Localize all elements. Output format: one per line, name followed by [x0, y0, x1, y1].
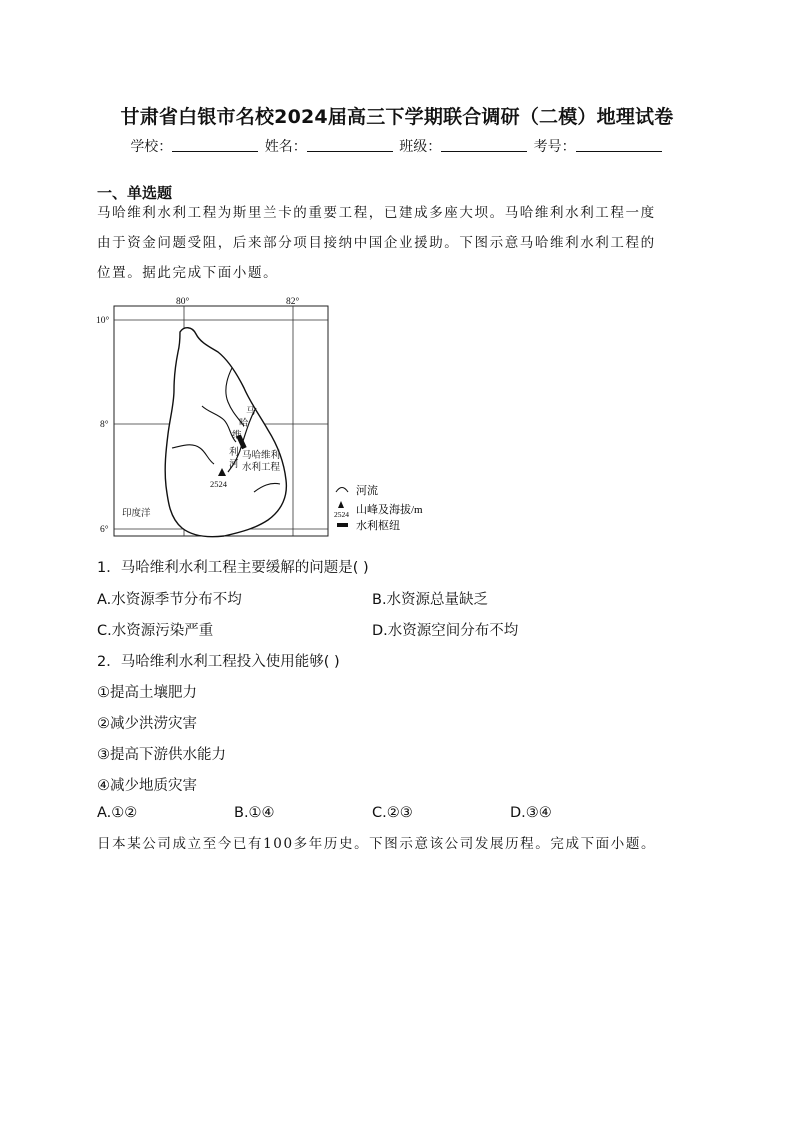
lat-label: 8°	[100, 420, 109, 430]
legend-river-icon	[336, 488, 348, 493]
question-2-item: ③提高下游供水能力	[97, 747, 226, 763]
project-label: 马哈维利	[242, 451, 281, 461]
section-heading: 一、单选题	[97, 184, 173, 202]
legend-peak: 山峰及海拔/m	[356, 504, 423, 516]
sri-lanka-map	[96, 296, 456, 546]
peak-elevation: 2524	[210, 479, 227, 489]
lat-label: 10°	[96, 316, 110, 326]
legend-peak-value: 2524	[334, 510, 349, 519]
question-2-option-c: C.②③	[372, 805, 413, 821]
question-2-option-d: D.③④	[510, 805, 552, 821]
passage-1-line: 马哈维利水利工程为斯里兰卡的重要工程，已建成多座大坝。马哈维利水利工程一度	[97, 205, 656, 221]
legend-dam-icon	[337, 523, 348, 527]
island-outline	[165, 328, 286, 537]
river-label-char: 马	[246, 407, 256, 417]
river-label-char: 维	[232, 431, 242, 441]
class-blank	[441, 139, 527, 152]
exam-number-label: 考号：	[533, 139, 576, 155]
page-title: 甘肃省白银市名校2024届高三下学期联合调研（二模）地理试卷	[120, 106, 674, 128]
question-1-option-c: C.水资源污染严重	[97, 623, 214, 639]
lon-label: 80°	[176, 297, 190, 307]
question-2-option-b: B.①④	[234, 805, 275, 821]
lon-label: 82°	[286, 297, 300, 307]
river-label-char: 利	[229, 448, 239, 458]
question-1-stem: 1．马哈维利水利工程主要缓解的问题是( )	[97, 560, 369, 576]
map-legend	[334, 483, 423, 532]
question-1-option-b: B.水资源总量缺乏	[372, 592, 489, 608]
question-2-item: ④减少地质灾害	[97, 778, 197, 794]
ocean-label: 印度洋	[122, 509, 151, 519]
passage-2	[97, 829, 697, 859]
passage-1-line: 位置。据此完成下面小题。	[97, 265, 279, 281]
river-label-char: 河	[229, 460, 239, 470]
passage-2-line: 日本某公司成立至今已有100多年历史。下图示意该公司发展历程。完成下面小题。	[97, 836, 657, 852]
exam-number-blank	[576, 139, 662, 152]
student-info-line	[0, 136, 794, 156]
legend-dam: 水利枢纽	[356, 520, 400, 532]
name-blank	[307, 139, 393, 152]
question-2-option-a: A.①②	[97, 805, 138, 821]
legend-river: 河流	[356, 485, 378, 497]
question-2-item: ②减少洪涝灾害	[97, 716, 197, 732]
school-label: 学校：	[130, 139, 173, 155]
passage-1	[97, 198, 697, 288]
question-2-item: ①提高土壤肥力	[97, 685, 197, 701]
question-1-option-a: A.水资源季节分布不均	[97, 592, 242, 608]
lat-label: 6°	[100, 525, 109, 535]
legend-peak-icon	[338, 501, 344, 508]
name-label: 姓名：	[264, 139, 307, 155]
passage-1-line: 由于资金问题受阻，后来部分项目接纳中国企业援助。下图示意马哈维利水利工程的	[97, 235, 656, 251]
river-label-char: 哈	[239, 419, 249, 429]
question-2-stem: 2．马哈维利水利工程投入使用能够( )	[97, 654, 340, 670]
class-label: 班级：	[399, 139, 442, 155]
school-blank	[172, 139, 258, 152]
project-label: 水利工程	[242, 463, 281, 473]
question-1-option-d: D.水资源空间分布不均	[372, 623, 519, 639]
